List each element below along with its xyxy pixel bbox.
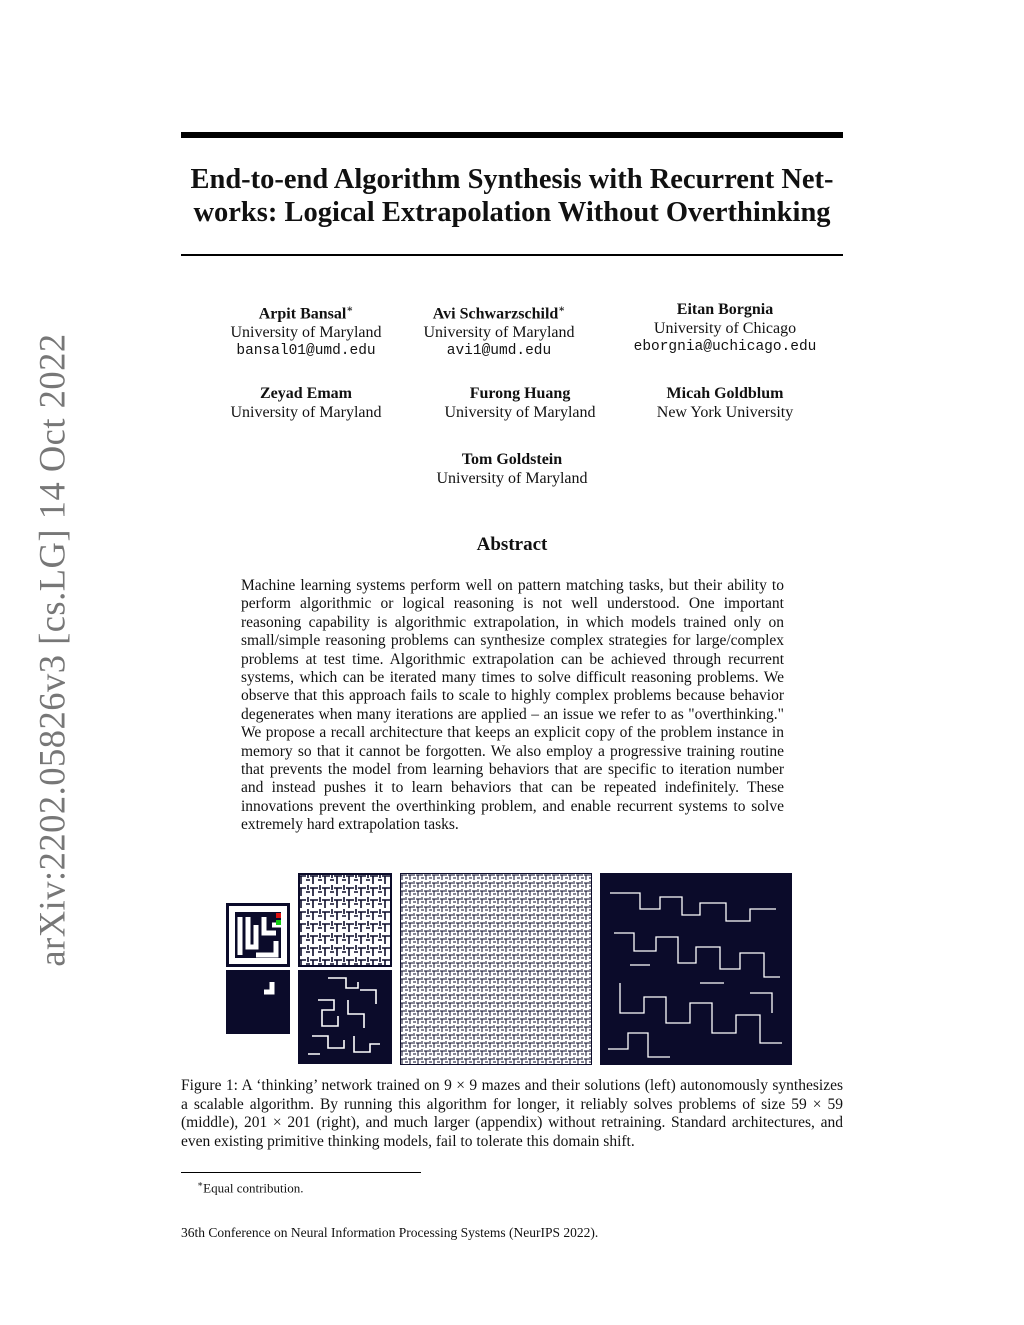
author-affiliation: University of Maryland [230, 403, 382, 421]
maze-medium-solution [298, 970, 392, 1064]
title-top-rule [181, 132, 843, 138]
maze-large-problem [400, 873, 592, 1065]
paper-title [181, 163, 843, 229]
author-affiliation: University of Maryland [444, 403, 596, 421]
author-block [625, 385, 825, 422]
author-name: Arpit Bansal∗ [258, 304, 354, 323]
author-block [610, 301, 840, 357]
author-name: Tom Goldstein [461, 451, 563, 468]
author-affiliation: University of Maryland [423, 323, 575, 341]
title-bottom-rule [181, 254, 843, 256]
author-email[interactable]: bansal01@umd.edu [236, 343, 376, 360]
title-line-1: End-to-end Algorithm Synthesis with Recurrent Net- [190, 164, 834, 195]
figure-caption: Figure 1: A ‘thinking’ network trained on 9 × 9 mazes and their solutions (left) autonomously synthesizes a scalable algorithm. By running this algorithm for longer, it reliably solves problems of size 59 × 59 (middle), 201 × 201 (right), and much larger (appendix) without retraining. Standard architectures, and even existing primitive thinking models, fail to tolerate this domain shift. [181, 1077, 843, 1150]
maze-small-problem [226, 903, 290, 967]
author-name: Eitan Borgnia [676, 301, 774, 318]
author-affiliation: University of Maryland [436, 469, 588, 487]
author-block [420, 385, 620, 422]
author-email[interactable]: eborgnia@uchicago.edu [633, 339, 817, 355]
conference-note: 36th Conference on Neural Information Processing Systems (NeurIPS 2022). [181, 1225, 599, 1240]
maze-medium-problem [298, 873, 392, 967]
maze-figure [226, 871, 796, 1066]
author-name: Micah Goldblum [666, 385, 784, 402]
arxiv-identifier: arXiv:2202.05826v3 [cs.LG] 14 Oct 2022 [31, 333, 73, 967]
author-affiliation: University of Chicago [653, 319, 797, 337]
footnote: ∗Equal contribution. [197, 1179, 304, 1196]
maze-small-solution [226, 970, 290, 1034]
author-email[interactable]: avi1@umd.edu [446, 343, 552, 360]
maze-large-solution [600, 873, 792, 1065]
author-block [206, 385, 406, 422]
author-affiliation: New York University [656, 403, 794, 421]
author-block [412, 451, 612, 488]
author-affiliation: University of Maryland [230, 323, 382, 341]
author-block [196, 301, 416, 361]
footnote-rule [181, 1172, 421, 1173]
title-line-2: works: Logical Extrapolation Without Overthinking [193, 197, 831, 228]
author-block [399, 301, 599, 361]
author-name: Avi Schwarzschild∗ [432, 304, 566, 323]
abstract-heading: Abstract [476, 534, 548, 555]
author-name: Zeyad Emam [260, 385, 352, 402]
abstract-text: Machine learning systems perform well on pattern matching tasks, but their ability to perform algorithmic or logical reasoning is not well understood. One important reasoning capability is algorithmic extrapolation, in which models trained only on small/simple reasoning problems can synthesize complex strategies for large/complex problems at test time. Algorithmic extrapolation can be achieved through recurrent systems, which can be iterated many times to solve difficult reasoning problems. We observe that this approach fails to scale to highly complex problems because behavior degenerates when many iterations are applied – an issue we refer to as "overthinking." We propose a recall architecture that keeps an explicit copy of the problem instance in memory so that it cannot be forgotten. We also employ a progressive training routine that prevents the model from learning behaviors that are specific to iteration number and instead pushes it to learn behaviors that can be repeated indefinitely. These innovations prevent the overthinking problem, and enable recurrent systems to solve extremely hard extrapolation tasks. [241, 577, 784, 834]
author-name: Furong Huang [469, 385, 571, 402]
